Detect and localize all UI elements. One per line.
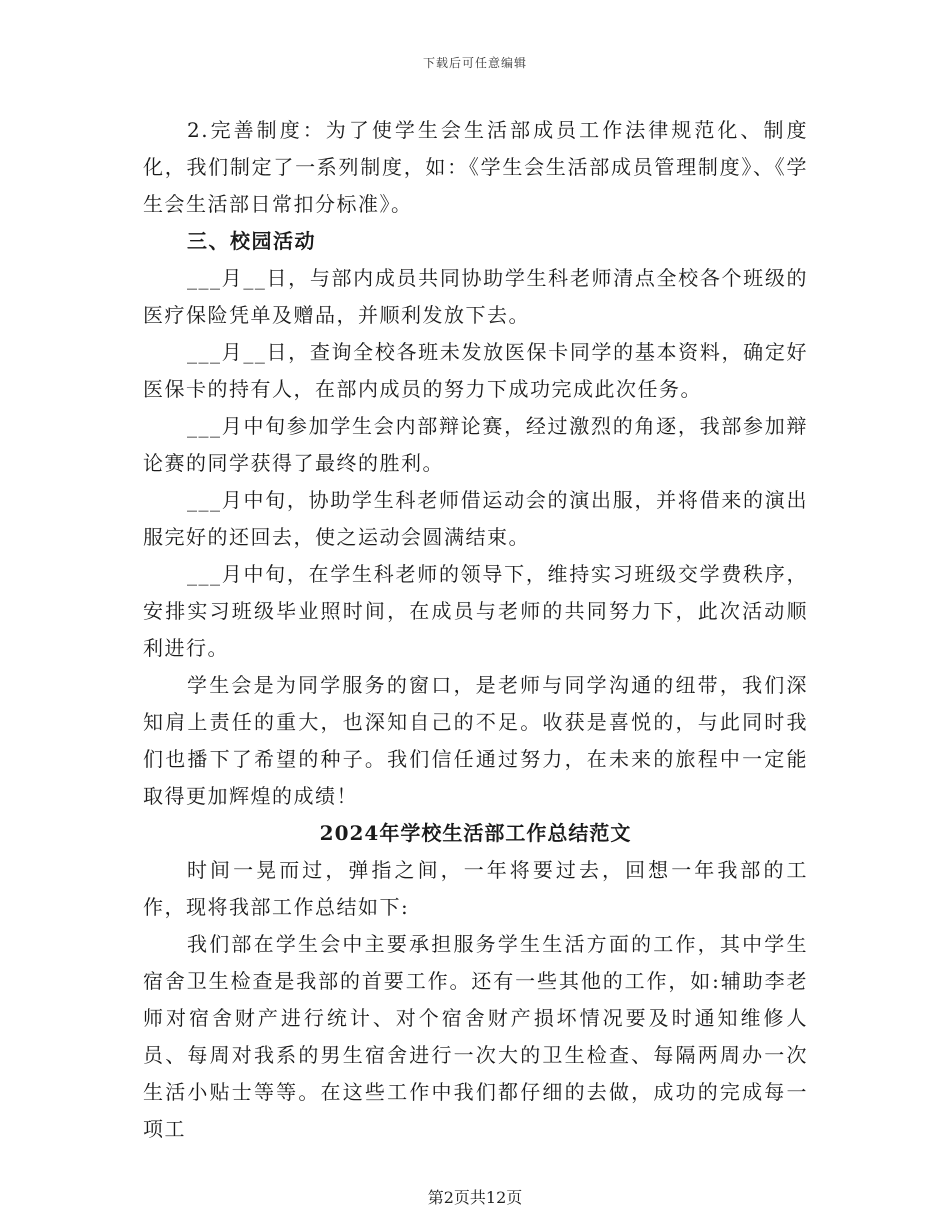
- section-heading-campus-activities: 三、校园活动: [187, 229, 316, 253]
- paragraph-system: 2.完善制度：为了使学生会生活部成员工作法律规范化、制度化，我们制定了一系列制度，如：《学生会生活部成员管理制度》、《学生会生活部日常扣分标准》。: [143, 118, 808, 216]
- paragraph-activity-5: ___月中旬，在学生科老师的领导下，维持实习班级交学费秩序，安排实习班级毕业照时间，在成员与老师的共同努力下，此次活动顺利进行。: [143, 562, 808, 660]
- page-footer: 第2页共12页: [427, 1188, 523, 1207]
- paragraph-intro: 时间一晃而过，弹指之间，一年将要过去，回想一年我部的工作，现将我部工作总结如下:: [143, 858, 808, 919]
- paragraph-activity-2: ___月__日，查询全校各班未发放医保卡同学的基本资料，确定好医保卡的持有人，在部内成员的努力下成功完成此次任务。: [143, 340, 808, 401]
- paragraph-conclusion: 学生会是为同学服务的窗口，是老师与同学沟通的纽带，我们深知肩上责任的重大，也深知自己的不足。收获是喜悦的，与此同时我们也播下了希望的种子。我们信任通过努力，在未来的旅程中一定能取得更加辉煌的成绩！: [143, 673, 808, 808]
- article-title: 2024年学校生活部工作总结范文: [319, 821, 632, 845]
- paragraph-activity-1: ___月__日，与部内成员共同协助学生科老师清点全校各个班级的医疗保险凭单及赠品，并顺利发放下去。: [143, 266, 808, 327]
- document-body: [143, 112, 808, 1148]
- page-header: 下载后可任意编辑: [422, 56, 527, 70]
- paragraph-activity-3: ___月中旬参加学生会内部辩论赛，经过激烈的角逐，我部参加辩论赛的同学获得了最终的胜利。: [143, 414, 808, 475]
- paragraph-main-work: 我们部在学生会中主要承担服务学生生活方面的工作，其中学生宿舍卫生检查是我部的首要工作。还有一些其他的工作，如:辅助李老师对宿舍财产进行统计、对个宿舍财产损坏情况要及时通知维修人员、每周对我系的男生宿舍进行一次大的卫生检查、每隔两周办一次生活小贴士等等。在这些工作中我们都仔细的去做，成功的完成每一项工: [143, 932, 808, 1141]
- paragraph-activity-4: ___月中旬，协助学生科老师借运动会的演出服，并将借来的演出服完好的还回去，使之运动会圆满结束。: [143, 488, 808, 549]
